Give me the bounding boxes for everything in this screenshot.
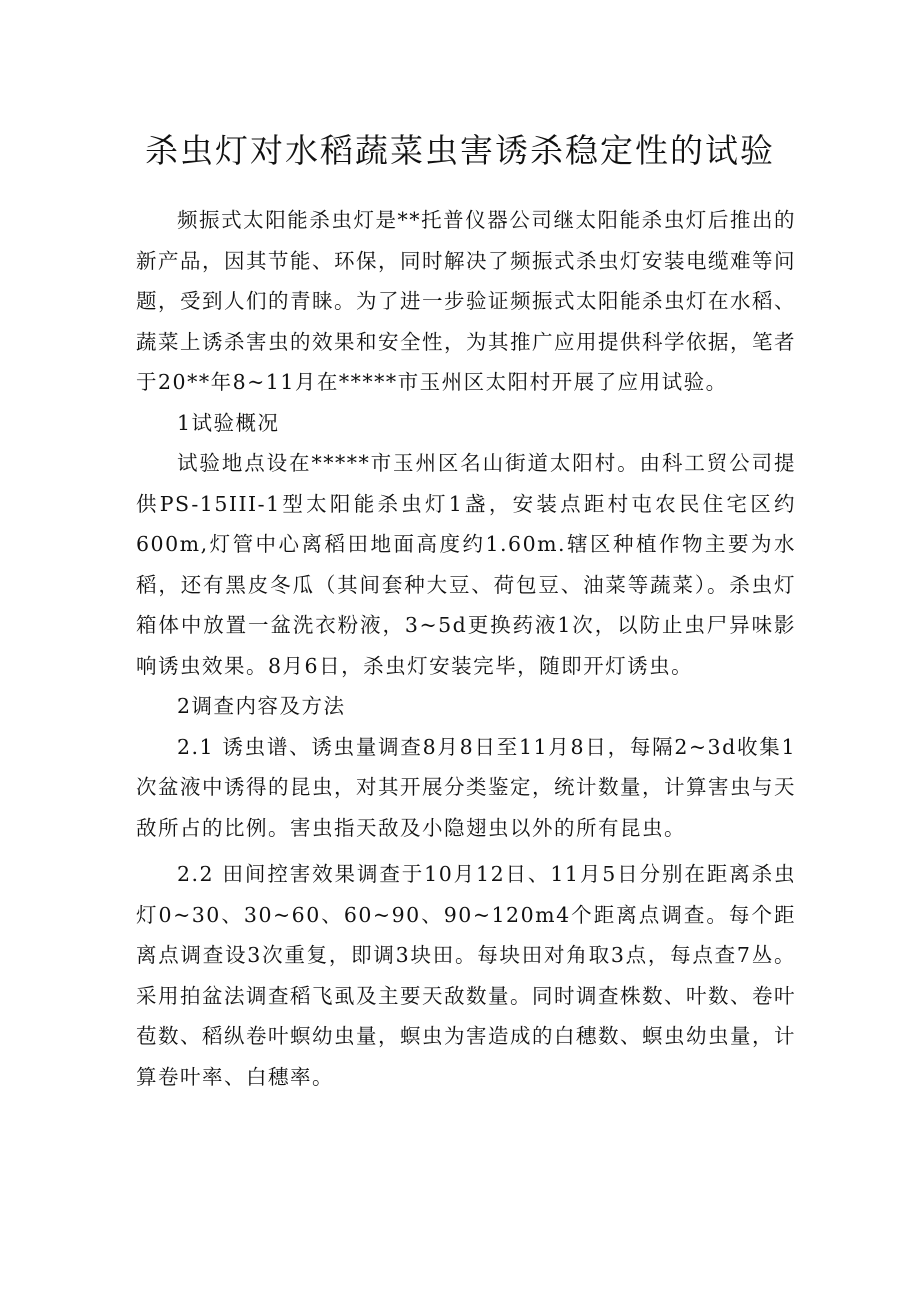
document-title: 杀虫灯对水稻蔬菜虫害诱杀稳定性的试验 — [145, 131, 775, 170]
section-1-paragraph: 试验地点设在*****市玉州区名山街道太阳村。由科工贸公司提供PS-15III-1型太阳能杀虫灯1盏，安装点距村屯农民住宅区约600m,灯管中心离稻田地面高度约1.60m.辖区种植作物主要为水稻，还有黑皮冬瓜（其间套种大豆、荷包豆、油菜等蔬菜）。杀虫灯箱体中放置一盆洗衣粉液，3~5d更换药液1次，以防止虫尸异味影响诱虫效果。8月6日，杀虫灯安装完毕，随即开灯诱虫。 — [136, 451, 796, 678]
section-2-1-paragraph: 2.1 诱虫谱、诱虫量调查8月8日至11月8日，每隔2~3d收集1次盆液中诱得的昆虫，对其开展分类鉴定，统计数量，计算害虫与天敌所占的比例。害虫指天敌及小隐翅虫以外的所有昆虫。 — [136, 734, 796, 840]
section-1-heading: 1试验概况 — [177, 410, 280, 435]
document-body — [136, 200, 796, 1097]
section-2-heading: 2调查内容及方法 — [177, 694, 346, 718]
intro-paragraph: 频振式太阳能杀虫灯是**托普仪器公司继太阳能杀虫灯后推出的新产品，因其节能、环保，同时解决了频振式杀虫灯安装电缆难等问题，受到人们的青睐。为了进一步验证频振式太阳能杀虫灯在水稻、蔬菜上诱杀害虫的效果和安全性，为其推广应用提供科学依据，笔者于20**年8~11月在*****市玉州区太阳村开展了应用试验。 — [136, 208, 796, 394]
section-2-2-paragraph: 2.2 田间控害效果调查于10月12日、11月5日分别在距离杀虫灯0~30、30~60、60~90、90~120m4个距离点调查。每个距离点调查设3次重复，即调3块田。每块田对角取3点，每点查7丛。采用拍盆法调查稻飞虱及主要天敌数量。同时调查株数、叶数、卷叶苞数、稻纵卷叶螟幼虫量，螟虫为害造成的白穗数、螟虫幼虫量，计算卷叶率、白穗率。 — [136, 862, 796, 1089]
